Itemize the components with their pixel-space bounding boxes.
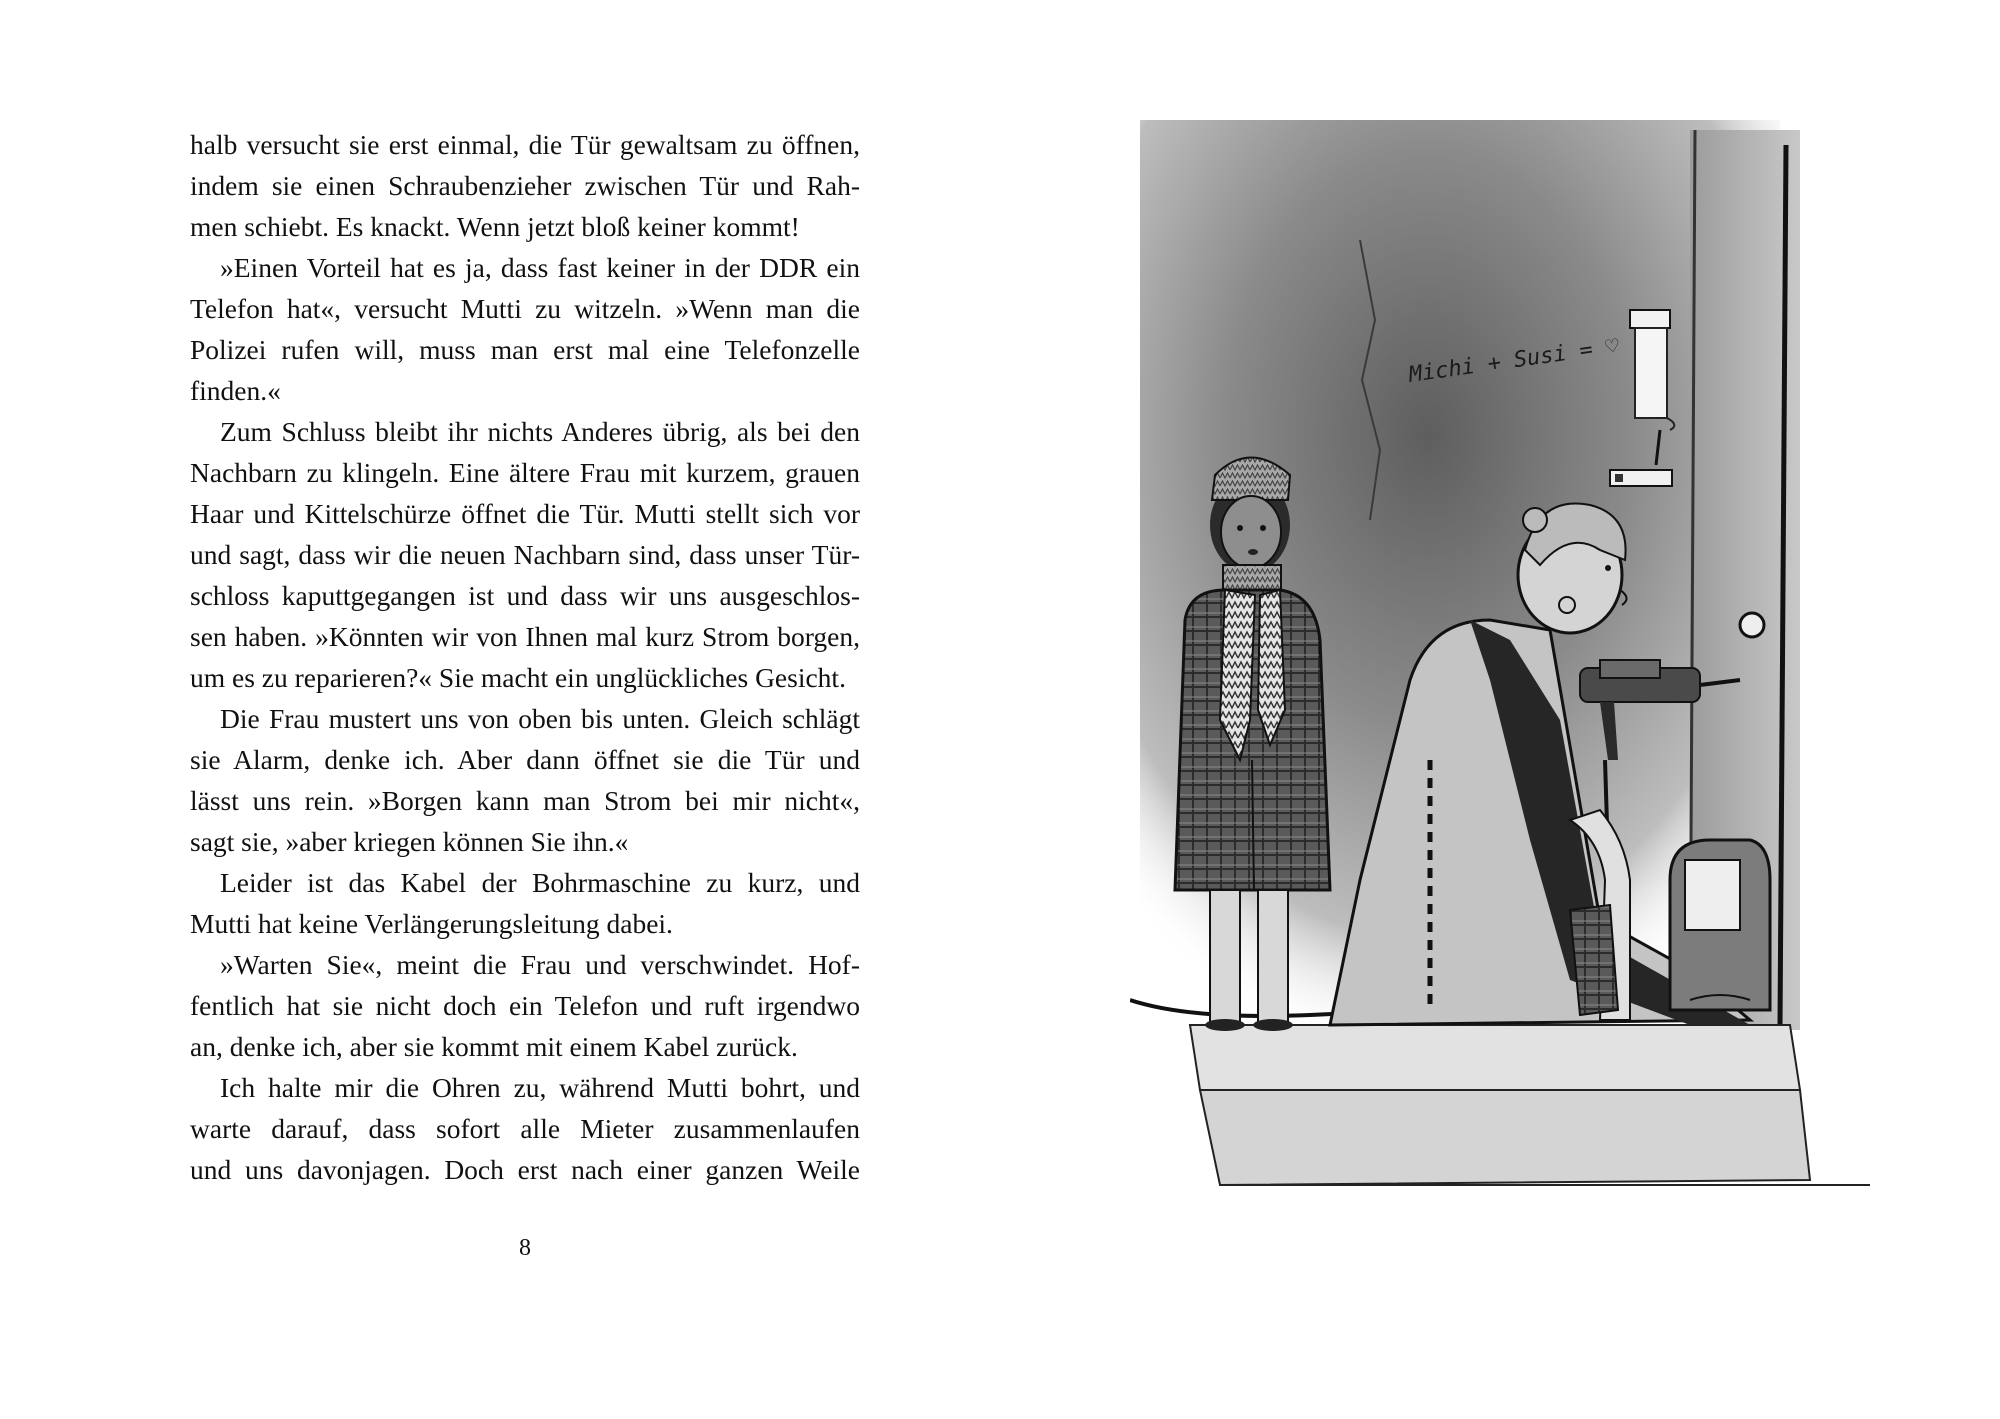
illustration-door-scene [1130,120,1870,1200]
graffiti-text: Michi + Susi = ♡ [1407,333,1621,388]
text-line: und sagt, dass wir die neuen Nachbarn sind, dass unser Tür- [190,539,860,570]
text-line: finden.« [190,375,281,406]
text-line: »Warten Sie«, meint die Frau und verschwindet. Hof- [220,949,860,980]
text-line: um es zu reparieren?« Sie macht ein unglückliches Gesicht. [190,662,846,693]
text-line: lässt uns rein. »Borgen kann man Strom bei mir nicht«, [190,785,860,816]
text-line: Telefon hat«, versucht Mutti zu witzeln. »Wenn man die [190,293,860,324]
text-line: sen haben. »Könnten wir von Ihnen mal kurz Strom borgen, [190,621,860,652]
door-nameplate [1610,470,1672,486]
body-text [190,124,860,1190]
text-line: an, denke ich, aber sie kommt mit einem Kabel zurück. [190,1031,798,1062]
text-line: fentlich hat sie nicht doch ein Telefon und ruft irgendwo [190,990,860,1021]
text-line: halb versucht sie erst einmal, die Tür gewaltsam zu öffnen, [190,129,860,160]
text-line: indem sie einen Schraubenzieher zwischen Tür und Rah- [190,170,860,201]
text-line: »Einen Vorteil hat es ja, dass fast keiner in der DDR ein [220,252,860,283]
text-line: und uns davonjagen. Doch erst nach einer ganzen Weile [190,1154,860,1185]
doorstep [1190,1025,1870,1185]
page-number: 8 [519,1235,531,1261]
bag [1670,840,1770,1010]
text-line: schloss kaputtgegangen ist und dass wir uns ausgeschlos- [190,580,860,611]
door-knob [1740,613,1764,637]
text-line: sie Alarm, denke ich. Aber dann öffnet sie die Tür und [190,744,860,775]
text-line: sagt sie, »aber kriegen können Sie ihn.« [190,826,629,857]
illustration-drawing [1130,120,1870,1200]
text-line: Nachbarn zu klingeln. Eine ältere Frau mit kurzem, grauen [190,457,860,488]
text-line: warte darauf, dass sofort alle Mieter zusammenlaufen [190,1113,860,1144]
text-line: Haar und Kittelschürze öffnet die Tür. Mutti stellt sich vor [190,498,860,529]
text-line: men schiebt. Es knackt. Wenn jetzt bloß keiner kommt! [190,211,800,242]
text-line: Polizei rufen will, muss man erst mal eine Telefonzelle [190,334,860,365]
text-line: Mutti hat keine Verlängerungsleitung dabei. [190,908,673,939]
text-line: Zum Schluss bleibt ihr nichts Anderes übrig, als bei den [220,416,860,447]
text-line: Die Frau mustert uns von oben bis unten. Gleich schlägt [220,703,860,734]
text-line: Leider ist das Kabel der Bohrmaschine zu kurz, und [220,867,860,898]
text-line: Ich halte mir die Ohren zu, während Mutti bohrt, und [220,1072,860,1103]
left-page [190,124,860,1204]
